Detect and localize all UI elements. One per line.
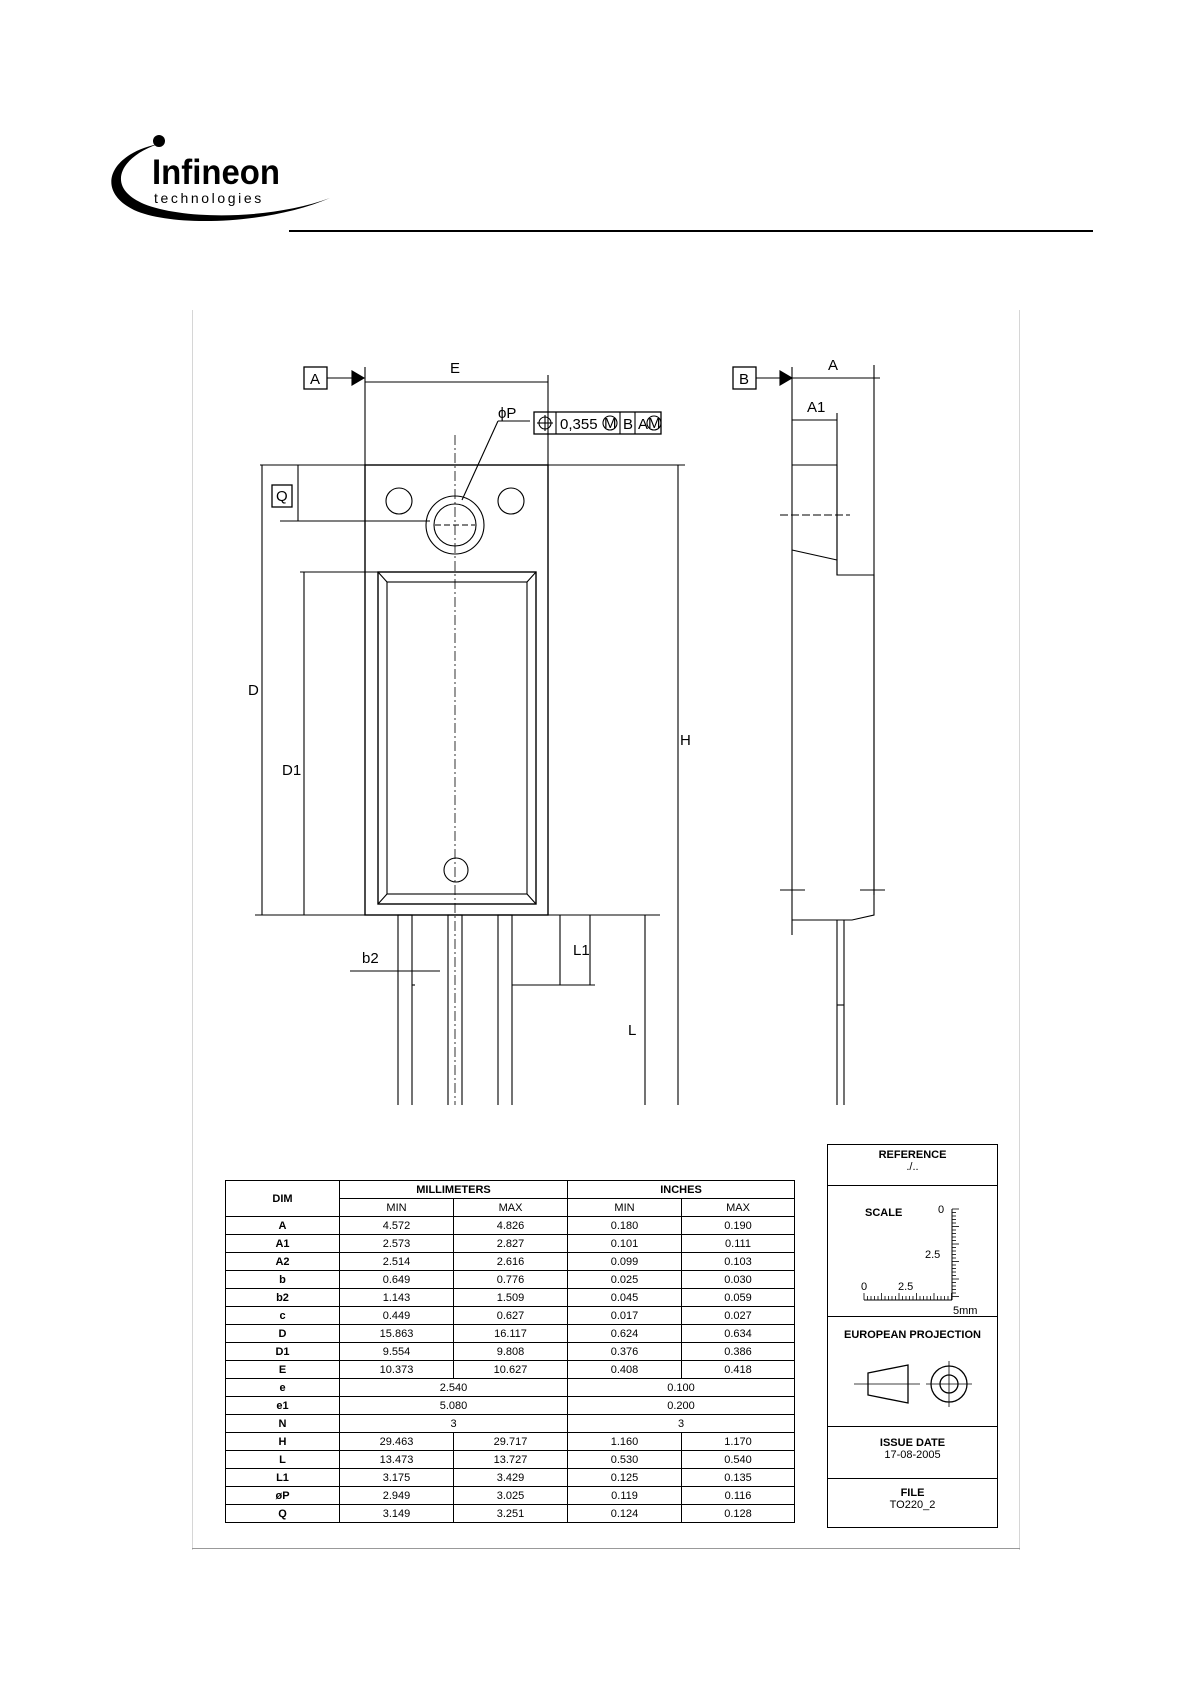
mm-max-cell: 3.025 xyxy=(454,1487,568,1505)
scale-unit-label: 5mm xyxy=(953,1305,978,1316)
scale-horizontal-zero: 0 xyxy=(861,1281,868,1293)
mm-max-cell: 2.827 xyxy=(454,1235,568,1253)
label-d: D xyxy=(248,682,259,699)
projection-title: EUROPEAN PROJECTION xyxy=(844,1329,981,1341)
mm-max-cell: 9.808 xyxy=(454,1343,568,1361)
in-min-cell: 1.160 xyxy=(568,1433,682,1451)
mm-max-cell: 2.616 xyxy=(454,1253,568,1271)
mm-max-header: MAX xyxy=(454,1199,568,1217)
side-view xyxy=(733,357,885,1105)
tolerance-top-value: 0,355 xyxy=(560,416,598,433)
table-row xyxy=(226,1253,795,1271)
in-min-cell: 0.124 xyxy=(568,1505,682,1523)
european-projection-icon xyxy=(850,1355,980,1415)
mm-min-cell: 2.949 xyxy=(340,1487,454,1505)
table-row xyxy=(226,1361,795,1379)
in-value-cell: 3 xyxy=(568,1415,795,1433)
inches-header: INCHES xyxy=(568,1181,795,1199)
dim-cell: øP xyxy=(226,1487,340,1505)
mm-min-cell: 9.554 xyxy=(340,1343,454,1361)
mm-min-cell: 13.473 xyxy=(340,1451,454,1469)
front-view xyxy=(248,360,691,1105)
ref-a-top: A xyxy=(638,416,649,433)
in-max-cell: 0.540 xyxy=(682,1451,795,1469)
mm-max-cell: 16.117 xyxy=(454,1325,568,1343)
in-max-cell: 0.111 xyxy=(682,1235,795,1253)
mm-value-cell: 2.540 xyxy=(340,1379,568,1397)
in-min-cell: 0.017 xyxy=(568,1307,682,1325)
label-b2: b2 xyxy=(362,950,379,967)
in-min-cell: 0.180 xyxy=(568,1217,682,1235)
table-row xyxy=(226,1343,795,1361)
mm-max-cell: 1.509 xyxy=(454,1289,568,1307)
in-max-cell: 1.170 xyxy=(682,1433,795,1451)
in-max-cell: 0.634 xyxy=(682,1325,795,1343)
dim-cell: H xyxy=(226,1433,340,1451)
dim-cell: L xyxy=(226,1451,340,1469)
scale-vertical-zero: 0 xyxy=(938,1204,945,1216)
label-l: L xyxy=(628,1022,637,1039)
table-row xyxy=(226,1487,795,1505)
reference-box xyxy=(827,1144,998,1528)
label-h: H xyxy=(680,732,691,749)
mm-max-cell: 3.429 xyxy=(454,1469,568,1487)
dim-cell: A1 xyxy=(226,1235,340,1253)
logo-brand-name: Infineon xyxy=(152,153,280,192)
mm-min-cell: 3.175 xyxy=(340,1469,454,1487)
in-max-cell: 0.386 xyxy=(682,1343,795,1361)
in-min-cell: 0.376 xyxy=(568,1343,682,1361)
dim-cell: e xyxy=(226,1379,340,1397)
mm-max-cell: 13.727 xyxy=(454,1451,568,1469)
mm-min-cell: 15.863 xyxy=(340,1325,454,1343)
table-header-row-1 xyxy=(226,1181,795,1199)
table-body xyxy=(226,1217,795,1523)
label-l1: L1 xyxy=(573,942,590,959)
dim-cell: b xyxy=(226,1271,340,1289)
datum-a-label: A xyxy=(310,371,321,388)
table-row xyxy=(226,1415,795,1433)
scale-title: SCALE xyxy=(865,1207,903,1219)
in-max-cell: 0.135 xyxy=(682,1469,795,1487)
dim-cell: b2 xyxy=(226,1289,340,1307)
in-max-cell: 0.116 xyxy=(682,1487,795,1505)
dim-cell: D1 xyxy=(226,1343,340,1361)
file-section xyxy=(828,1479,997,1527)
table-row xyxy=(226,1397,795,1415)
mm-max-cell: 3.251 xyxy=(454,1505,568,1523)
mm-min-cell: 2.514 xyxy=(340,1253,454,1271)
mm-max-cell: 29.717 xyxy=(454,1433,568,1451)
mm-max-cell: 10.627 xyxy=(454,1361,568,1379)
mm-min-cell: 29.463 xyxy=(340,1433,454,1451)
dim-cell: L1 xyxy=(226,1469,340,1487)
table-row xyxy=(226,1379,795,1397)
mm-value-cell: 3 xyxy=(340,1415,568,1433)
mm-max-cell: 0.776 xyxy=(454,1271,568,1289)
package-outline-drawing xyxy=(240,335,1000,1105)
table-row xyxy=(226,1469,795,1487)
datum-b-label: B xyxy=(739,371,750,388)
logo-dot xyxy=(153,135,165,147)
issue-date-title: ISSUE DATE xyxy=(879,1437,946,1449)
label-e-width: E xyxy=(450,360,461,377)
label-a-side: A xyxy=(828,357,839,374)
mm-min-cell: 4.572 xyxy=(340,1217,454,1235)
in-max-cell: 0.103 xyxy=(682,1253,795,1271)
in-min-cell: 0.530 xyxy=(568,1451,682,1469)
mm-min-cell: 0.449 xyxy=(340,1307,454,1325)
dimensions-table xyxy=(225,1180,795,1523)
in-value-cell: 0.100 xyxy=(568,1379,795,1397)
in-value-cell: 0.200 xyxy=(568,1397,795,1415)
table-row xyxy=(226,1433,795,1451)
table-row xyxy=(226,1289,795,1307)
in-max-cell: 0.030 xyxy=(682,1271,795,1289)
dim-cell: E xyxy=(226,1361,340,1379)
in-max-cell: 0.190 xyxy=(682,1217,795,1235)
in-min-header: MIN xyxy=(568,1199,682,1217)
issue-date-section xyxy=(828,1427,997,1479)
millimeters-header: MILLIMETERS xyxy=(340,1181,568,1199)
in-min-cell: 0.101 xyxy=(568,1235,682,1253)
reference-title: REFERENCE xyxy=(878,1149,947,1161)
in-min-cell: 0.624 xyxy=(568,1325,682,1343)
label-q: Q xyxy=(276,488,288,505)
reference-section xyxy=(828,1145,997,1186)
in-max-cell: 0.128 xyxy=(682,1505,795,1523)
modifier-m-top-1: M xyxy=(604,415,617,432)
dim-cell: D xyxy=(226,1325,340,1343)
in-min-cell: 0.125 xyxy=(568,1469,682,1487)
table-row xyxy=(226,1451,795,1469)
mm-min-cell: 1.143 xyxy=(340,1289,454,1307)
table-row xyxy=(226,1217,795,1235)
in-max-cell: 0.027 xyxy=(682,1307,795,1325)
table-row xyxy=(226,1325,795,1343)
mm-value-cell: 5.080 xyxy=(340,1397,568,1415)
in-max-header: MAX xyxy=(682,1199,795,1217)
mm-min-cell: 3.149 xyxy=(340,1505,454,1523)
header-rule xyxy=(289,230,1093,232)
dim-cell: N xyxy=(226,1415,340,1433)
ref-b-top: B xyxy=(623,416,634,433)
footer-rule xyxy=(192,1548,1020,1549)
mm-min-cell: 10.373 xyxy=(340,1361,454,1379)
issue-date-value: 17-08-2005 xyxy=(884,1449,941,1461)
scale-section xyxy=(828,1186,997,1317)
file-name-value: TO220_2 xyxy=(889,1499,936,1511)
in-min-cell: 0.025 xyxy=(568,1271,682,1289)
label-a1-side: A1 xyxy=(807,399,826,416)
dim-column-header: DIM xyxy=(226,1181,340,1217)
table-row xyxy=(226,1307,795,1325)
file-title: FILE xyxy=(900,1487,925,1499)
scale-vertical-mid: 2.5 xyxy=(925,1249,941,1261)
label-d1: D1 xyxy=(282,762,302,779)
modifier-m-top-2: M xyxy=(648,415,661,432)
in-min-cell: 0.045 xyxy=(568,1289,682,1307)
mm-min-cell: 0.649 xyxy=(340,1271,454,1289)
dim-cell: A xyxy=(226,1217,340,1235)
mm-max-cell: 4.826 xyxy=(454,1217,568,1235)
table-header xyxy=(226,1181,795,1217)
in-max-cell: 0.059 xyxy=(682,1289,795,1307)
logo-brand-sub: technologies xyxy=(154,190,264,206)
dim-cell: A2 xyxy=(226,1253,340,1271)
dim-cell: e1 xyxy=(226,1397,340,1415)
scale-horizontal-mid: 2.5 xyxy=(898,1281,914,1293)
in-min-cell: 0.099 xyxy=(568,1253,682,1271)
table-row xyxy=(226,1271,795,1289)
scale-ruler-icon xyxy=(858,1204,988,1316)
label-phi-p: ϕP xyxy=(498,405,517,422)
reference-value: ./.. xyxy=(906,1161,919,1173)
in-max-cell: 0.418 xyxy=(682,1361,795,1379)
table-row xyxy=(226,1235,795,1253)
projection-section xyxy=(828,1317,997,1427)
dim-cell: Q xyxy=(226,1505,340,1523)
mm-min-cell: 2.573 xyxy=(340,1235,454,1253)
dim-cell: c xyxy=(226,1307,340,1325)
in-min-cell: 0.119 xyxy=(568,1487,682,1505)
infineon-logo xyxy=(100,128,336,236)
in-min-cell: 0.408 xyxy=(568,1361,682,1379)
mm-min-header: MIN xyxy=(340,1199,454,1217)
mm-max-cell: 0.627 xyxy=(454,1307,568,1325)
table-row xyxy=(226,1505,795,1523)
